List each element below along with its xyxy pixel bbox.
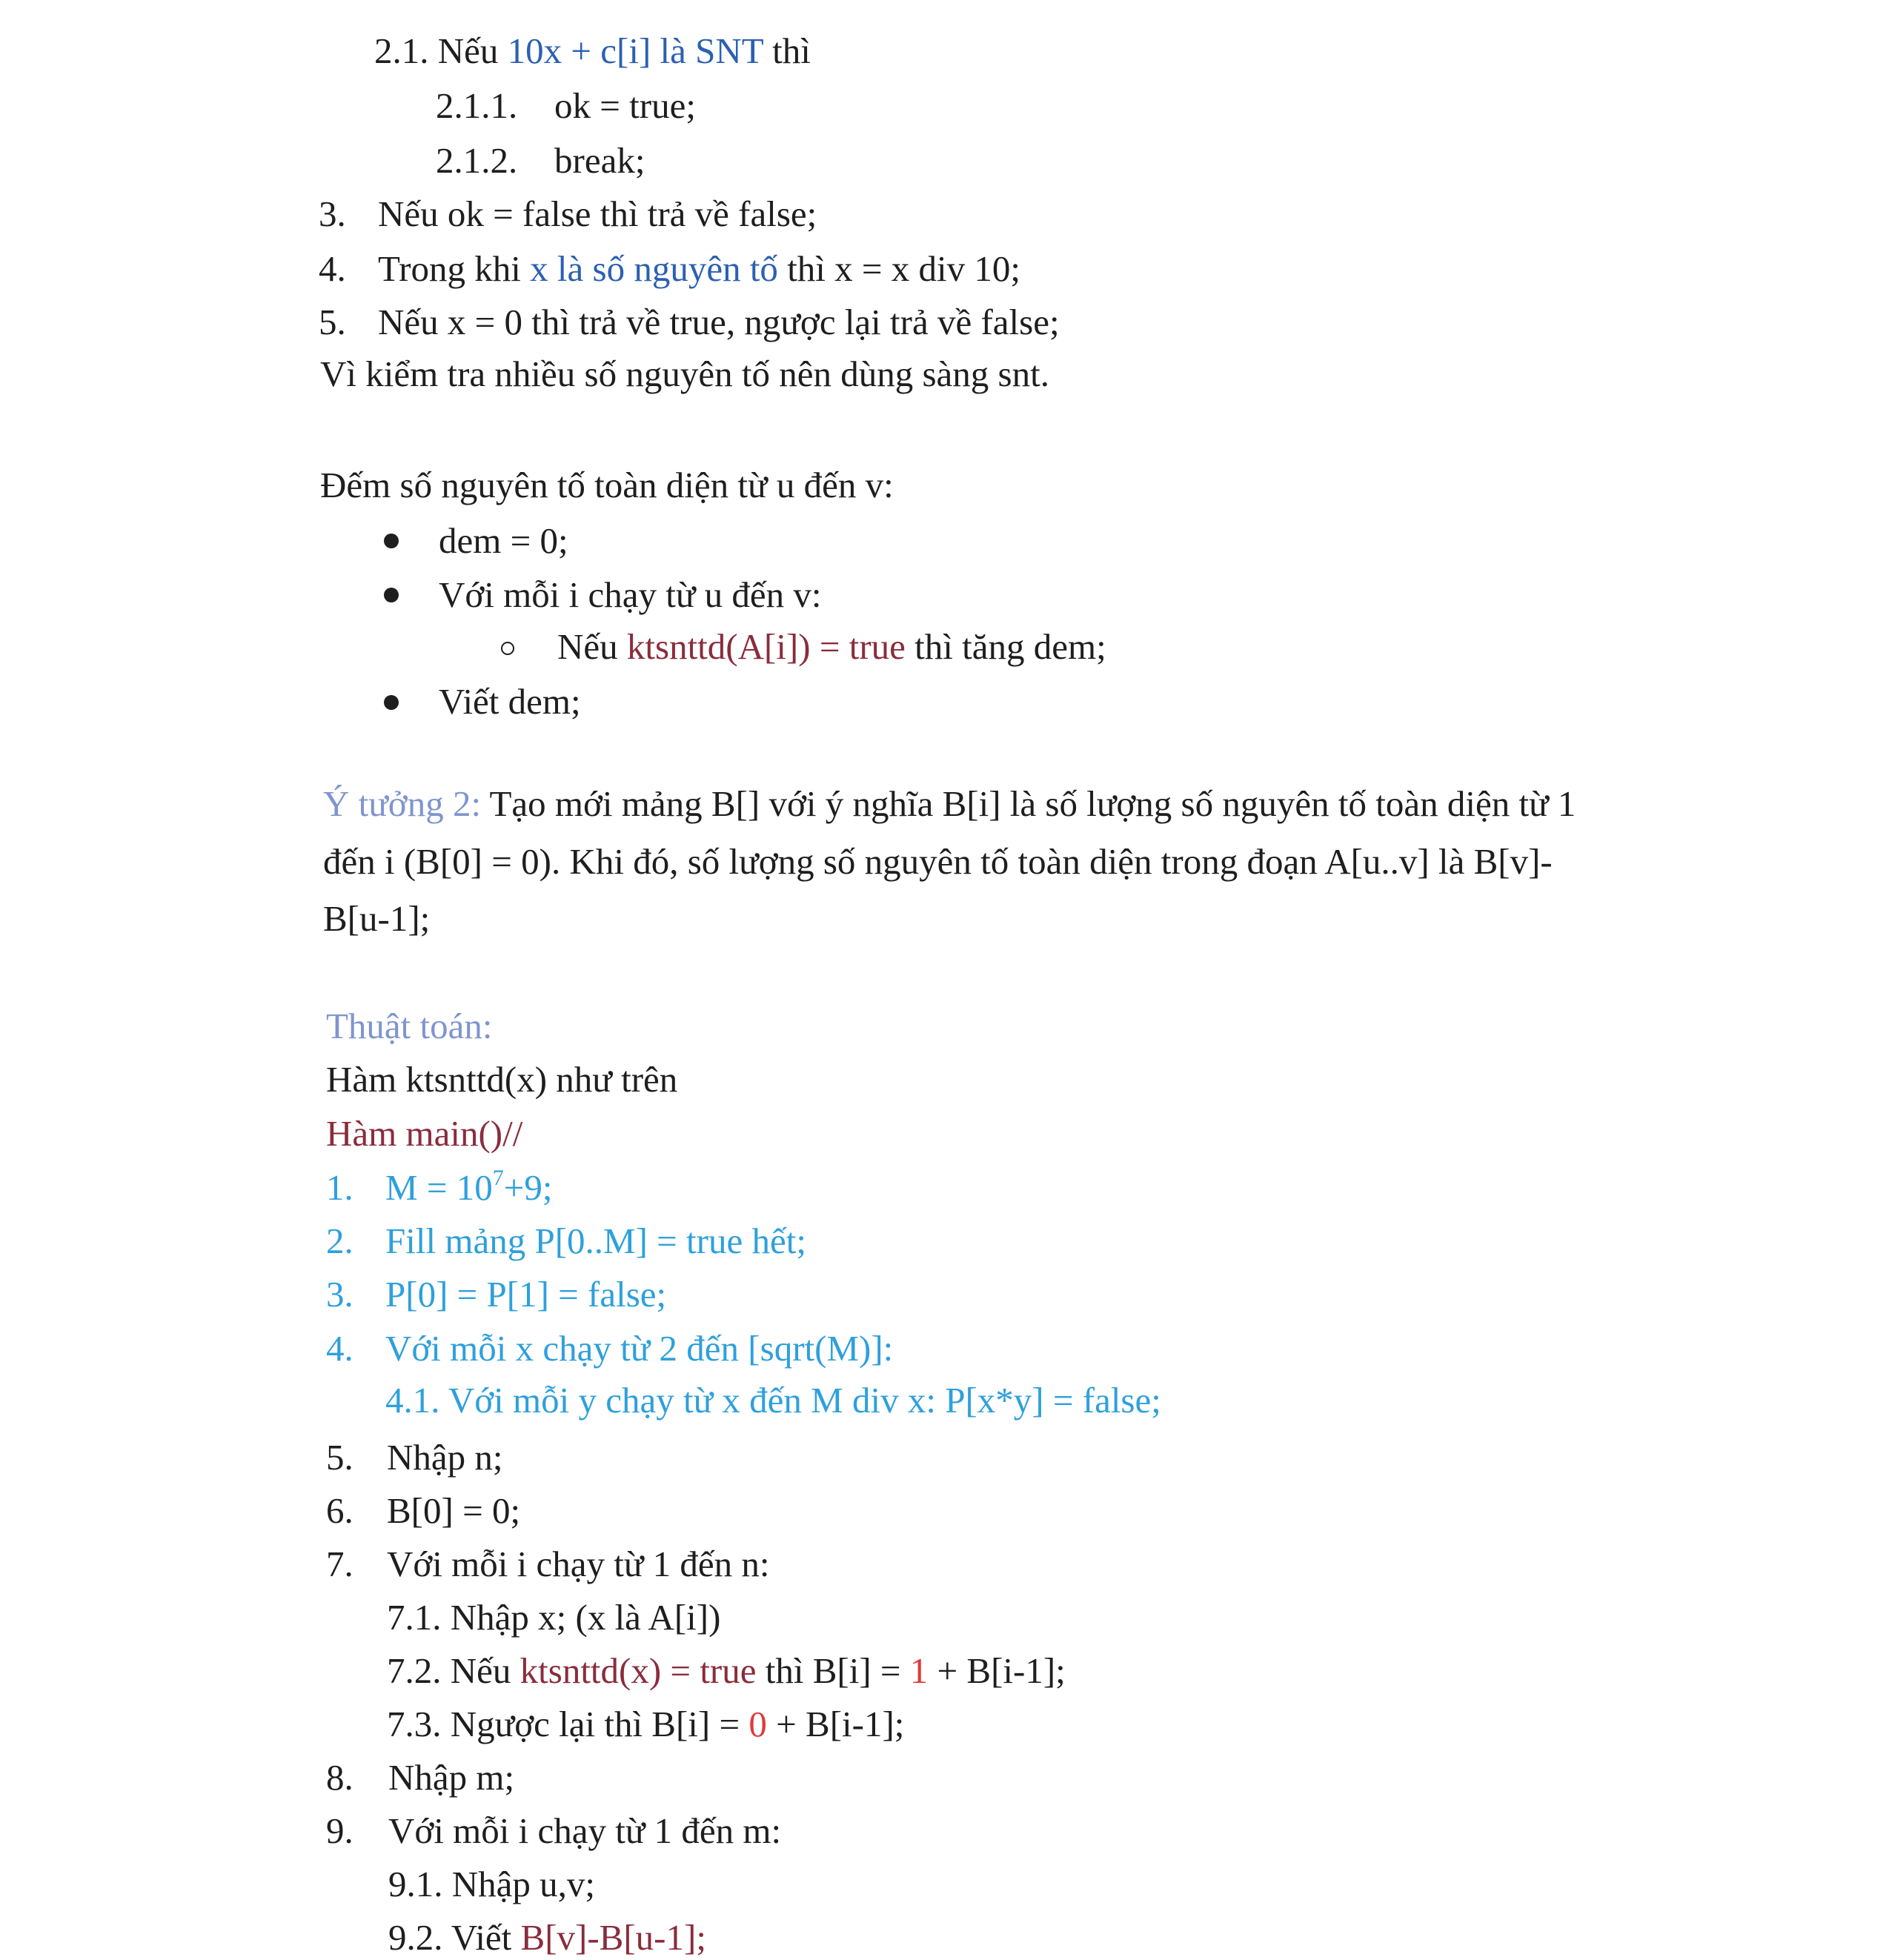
step-number: 9.2. xyxy=(388,1917,443,1958)
step-4-1 xyxy=(385,1380,1161,1421)
step-number: 3. xyxy=(319,193,346,234)
bullet-item: Viết dem; xyxy=(439,681,581,722)
step-text: Fill mảng P[0..M] = true hết; xyxy=(385,1220,806,1261)
step-4 xyxy=(319,250,1020,287)
step-text: Với mỗi y chạy từ x đến M div x: P[x*y] = false; xyxy=(448,1380,1161,1421)
step-text: Trong khi xyxy=(378,248,521,289)
step-text: Với mỗi i chạy từ 1 đến m: xyxy=(388,1810,782,1851)
step-text: B[0] = 0; xyxy=(387,1490,521,1531)
idea2-line-2: đến i (B[0] = 0). Khi đó, số lượng số nguyên tố toàn diện trong đoạn A[u..v] là B[v]- xyxy=(323,841,1553,882)
idea2-text: Tạo mới mảng B[] với ý nghĩa B[i] là số lượng số nguyên tố toàn diện từ 1 xyxy=(489,783,1576,824)
step-2 xyxy=(326,1220,806,1261)
idea2-label: Ý tưởng 2: xyxy=(323,783,482,824)
step-text: Với mỗi x chạy từ 2 đến [sqrt(M)]: xyxy=(385,1328,894,1369)
step-number: 5. xyxy=(326,1437,353,1478)
step-number: 9. xyxy=(326,1810,353,1851)
step-text: thì xyxy=(772,30,811,71)
step-text: break; xyxy=(554,140,645,181)
step-text: Nếu xyxy=(437,30,499,71)
step-number: 7.1. xyxy=(387,1597,442,1638)
step-number: 2.1.2. xyxy=(436,140,518,181)
red-value: 1 xyxy=(909,1650,929,1691)
step-7-2 xyxy=(387,1652,1066,1689)
step-5 xyxy=(326,1437,503,1478)
step-9 xyxy=(326,1810,782,1851)
bullet-icon xyxy=(384,534,399,548)
step-text: Với mỗi i chạy từ 1 đến n: xyxy=(387,1544,770,1584)
step-8 xyxy=(326,1757,515,1798)
step-text: +9; xyxy=(503,1167,553,1208)
step-4 xyxy=(326,1328,894,1369)
sub-bullet-item xyxy=(557,628,1106,665)
step-number: 7.2. xyxy=(387,1650,442,1691)
step-text: Nhập u,v; xyxy=(451,1864,595,1904)
step-number: 2.1.1. xyxy=(436,85,518,126)
func-note: Hàm ktsnttd(x) như trên xyxy=(326,1059,678,1100)
step-text: + B[i-1]; xyxy=(776,1704,905,1744)
step-text: Nếu x = 0 thì trả về true, ngược lại trả về false; xyxy=(378,302,1060,342)
step-text: Nếu xyxy=(450,1650,511,1691)
step-text: Viết xyxy=(451,1917,512,1958)
step-text: M = 10 xyxy=(385,1167,493,1208)
step-number: 5. xyxy=(319,302,346,342)
step-3 xyxy=(326,1274,667,1315)
idea2-line-1 xyxy=(323,785,1576,822)
highlight-text: 10x + c[i] là SNT xyxy=(507,30,763,71)
idea2-line-3: B[u-1]; xyxy=(323,898,431,939)
step-1 xyxy=(326,1166,553,1208)
highlight-text: B[v]-B[u-1]; xyxy=(520,1917,706,1958)
step-2-1 xyxy=(374,30,811,71)
bullet-icon xyxy=(384,695,399,710)
step-number: 6. xyxy=(326,1490,353,1531)
bullet-icon xyxy=(384,588,399,602)
step-9-2 xyxy=(388,1919,706,1956)
step-number: 9.1. xyxy=(388,1864,443,1904)
circle-bullet-icon xyxy=(501,642,514,655)
step-number: 4. xyxy=(326,1328,353,1369)
highlight-text: ktsnttd(A[i]) = true xyxy=(626,626,906,667)
step-text: + B[i-1]; xyxy=(937,1650,1066,1691)
step-number: 3. xyxy=(326,1274,353,1315)
sub-bullet-text: Nếu xyxy=(557,626,618,667)
algo-heading: Thuật toán: xyxy=(326,1006,493,1046)
sub-bullet-text: thì tăng dem; xyxy=(914,626,1106,667)
highlight-text: ktsnttd(x) = true xyxy=(519,1650,757,1691)
step-number: 8. xyxy=(326,1757,353,1798)
step-text: thì B[i] = xyxy=(765,1650,901,1691)
step-text: thì x = x div 10; xyxy=(787,248,1021,289)
step-number: 2. xyxy=(326,1220,353,1261)
step-6 xyxy=(326,1492,520,1529)
bullet-item: Với mỗi i chạy từ u đến v: xyxy=(439,574,822,615)
exponent: 7 xyxy=(492,1166,504,1190)
step-text: Nếu ok = false thì trả về false; xyxy=(378,193,817,234)
step-text: Nhập m; xyxy=(388,1757,515,1798)
step-number: 7.3. xyxy=(387,1704,442,1744)
step-7-3 xyxy=(387,1706,904,1742)
step-7 xyxy=(326,1546,770,1582)
bullet-item: dem = 0; xyxy=(439,520,568,561)
step-number: 4.1. xyxy=(385,1380,440,1421)
step-number: 1. xyxy=(326,1167,353,1208)
main-heading: Hàm main()// xyxy=(326,1113,523,1154)
step-9-1 xyxy=(388,1866,595,1902)
step-2-1-2 xyxy=(436,142,645,179)
highlight-text: x là số nguyên tố xyxy=(530,248,778,289)
step-5 xyxy=(319,304,1060,340)
step-text: Nhập n; xyxy=(387,1437,503,1478)
step-text: P[0] = P[1] = false; xyxy=(385,1274,667,1315)
sieve-note: Vì kiểm tra nhiều số nguyên tố nên dùng sàng snt. xyxy=(320,353,1049,394)
red-value: 0 xyxy=(748,1704,767,1744)
step-number: 4. xyxy=(319,248,346,289)
step-text: ok = true; xyxy=(554,85,696,126)
step-2-1-1 xyxy=(436,87,696,124)
step-text: Nhập x; (x là A[i]) xyxy=(450,1597,721,1638)
step-number: 2.1. xyxy=(374,30,429,71)
step-7-1 xyxy=(387,1597,721,1638)
step-3 xyxy=(319,193,817,234)
step-text: Ngược lại thì B[i] = xyxy=(450,1704,740,1744)
step-number: 7. xyxy=(326,1544,353,1584)
count-heading: Đếm số nguyên tố toàn diện từ u đến v: xyxy=(320,465,894,505)
